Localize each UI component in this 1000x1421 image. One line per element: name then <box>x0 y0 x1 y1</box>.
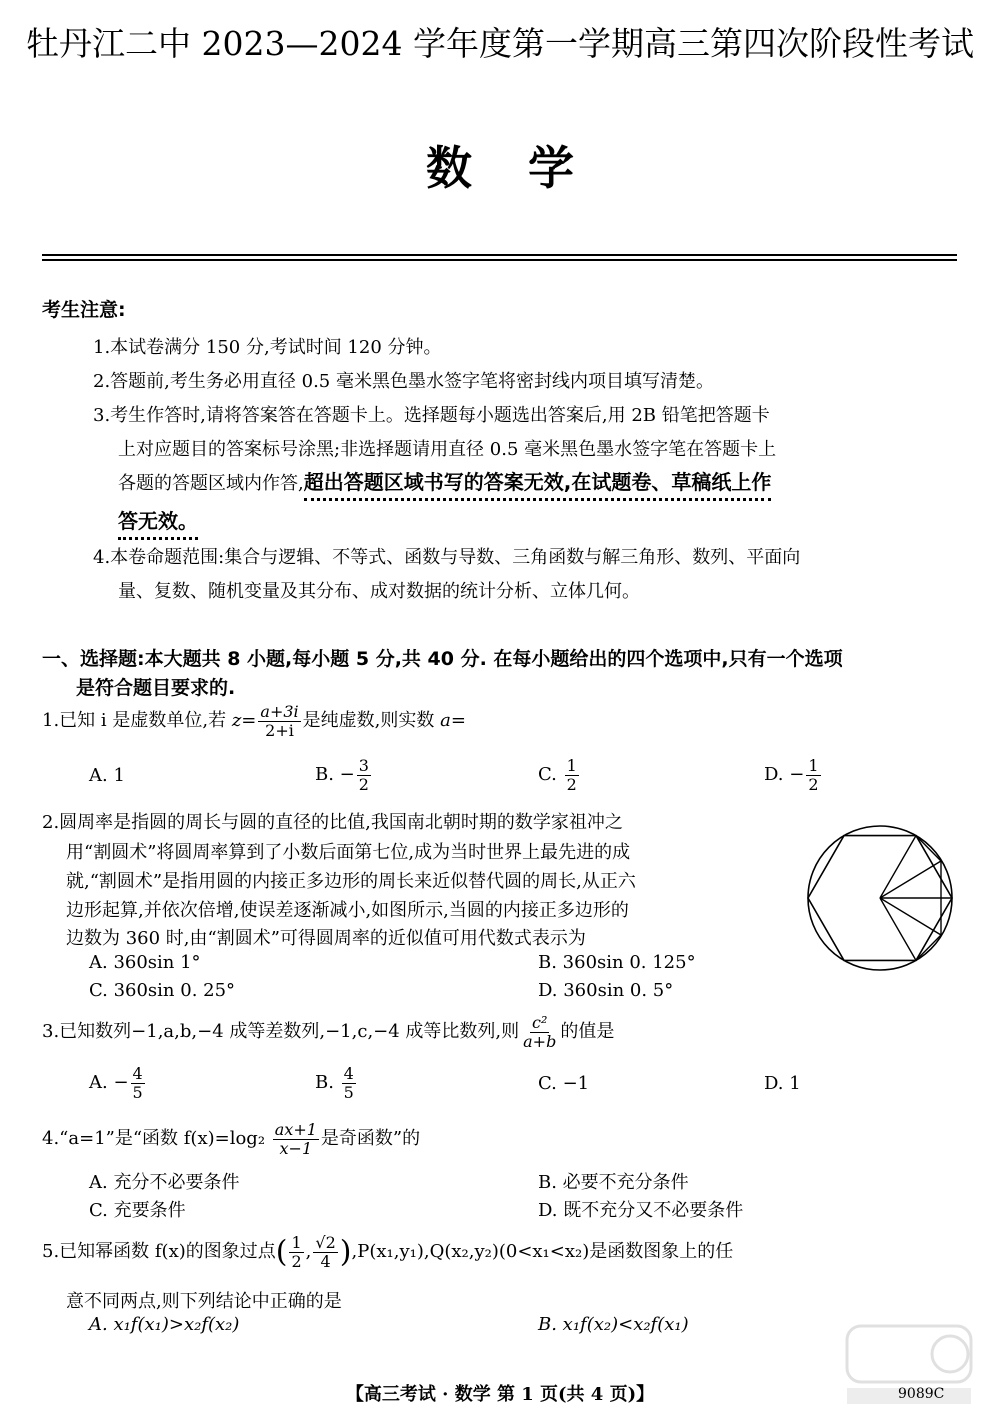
question-3-stem <box>42 1014 614 1050</box>
q5-comma: , <box>305 1241 312 1263</box>
q1-option-c-den: 2 <box>566 774 577 794</box>
q1-frac-num: a+3i <box>260 702 299 721</box>
page-footer: 【高三考试 · 数学 第 1 页(共 4 页)】 <box>345 1384 655 1405</box>
question-2-line5: 边数为 360 时,由“割圆术”可得圆周率的近似值可用代数式表示为 <box>66 928 586 949</box>
q5-option-a[interactable]: A. x₁f(x₁)>x₂f(x₂) <box>89 1314 240 1335</box>
q1-z: z= <box>231 710 257 732</box>
q1-option-a[interactable]: A. 1 <box>89 765 125 786</box>
q2-option-c[interactable]: C. 360sin 0. 25° <box>89 980 236 1001</box>
notice-item-3-line1: 3.考生作答时,请将答案答在答题卡上。选择题每小题选出答案后,用 2B 铅笔把答题卡 <box>93 405 770 426</box>
figure-radius-lower <box>880 898 916 960</box>
q1-option-b[interactable] <box>315 757 373 793</box>
notice-item-3-emphasis-end: 答无效。 <box>118 509 198 540</box>
q4-frac-num: ax+1 <box>274 1120 317 1139</box>
header-rule-bottom <box>42 259 957 261</box>
q3-option-a[interactable] <box>89 1065 147 1101</box>
notice-item-4-line2: 量、复数、随机变量及其分布、成对数据的统计分析、立体几何。 <box>118 581 640 602</box>
q3-option-b-num: 4 <box>343 1064 354 1083</box>
notice-item-3-line3-pre: 各题的答题区域内作答, <box>118 473 304 494</box>
question-2-line1: 2.圆周率是指圆的周长与圆的直径的比值,我国南北朝时期的数学家祖冲之 <box>42 812 623 833</box>
question-2-line2: 用“割圆术”将圆周率算到了小数后面第七位,成为当时世界上最先进的成 <box>66 842 631 863</box>
q1-option-d-num: 1 <box>808 756 819 775</box>
q4-option-b[interactable]: B. 必要不充分条件 <box>538 1172 689 1193</box>
q1-a: a <box>440 710 451 732</box>
q2-option-d[interactable]: D. 360sin 0. 5° <box>538 980 674 1001</box>
q3-option-b[interactable] <box>315 1065 358 1101</box>
notice-item-1: 1.本试卷满分 150 分,考试时间 120 分钟。 <box>93 337 442 358</box>
q4-frac-den: x−1 <box>279 1138 313 1158</box>
q3-option-a-frac <box>131 1065 145 1101</box>
q3-frac-num: c² <box>532 1013 548 1032</box>
q5-paren-open: ( <box>275 1234 288 1270</box>
q5-post: ,P(x₁,y₁),Q(x₂,y₂)(0<x₁<x₂)是函数图象上的任 <box>351 1241 734 1263</box>
q4-option-c[interactable]: C. 充要条件 <box>89 1200 186 1221</box>
question-2-line4: 边形起算,并依次倍增,使误差逐渐减小,如图所示,当圆的内接正多边形的 <box>66 900 629 921</box>
q5-point-y-den: 4 <box>320 1251 331 1271</box>
q1-option-b-den: 2 <box>358 774 369 794</box>
q3-post: 的值是 <box>560 1021 615 1043</box>
q1-option-d-frac <box>806 757 820 793</box>
q1-option-b-num: 3 <box>358 756 369 775</box>
q5-option-b[interactable]: B. x₁f(x₂)<x₂f(x₁) <box>538 1314 689 1335</box>
q3-option-b-label: B. <box>315 1072 340 1094</box>
q1-option-c[interactable] <box>538 757 581 793</box>
q1-option-c-label: C. <box>538 764 563 786</box>
question-2-line3: 就,“割圆术”是指用圆的内接正多边形的周长来近似替代圆的周长,从正六 <box>66 871 636 892</box>
question-5-line2: 意不同两点,则下列结论中正确的是 <box>66 1291 342 1312</box>
q4-option-d[interactable]: D. 既不充分又不必要条件 <box>538 1200 744 1221</box>
q1-option-b-sign: B. − <box>315 764 355 786</box>
circle-hexagon-figure <box>800 808 960 988</box>
q5-point-y <box>313 1234 337 1270</box>
q1-option-d-sign: D. − <box>764 764 805 786</box>
q3-option-a-den: 5 <box>132 1082 143 1102</box>
notice-item-3-line2: 上对应题目的答案标号涂黑;非选择题请用直径 0.5 毫米黑色墨水签字笔在答题卡上 <box>118 439 777 460</box>
q3-option-d[interactable]: D. 1 <box>764 1073 801 1094</box>
header-rule-top <box>42 254 957 256</box>
q5-point-x-den: 2 <box>291 1251 302 1271</box>
q3-pre: 3.已知数列−1,a,b,−4 成等差数列,−1,c,−4 成等比数列,则 <box>42 1021 520 1043</box>
q2-option-a[interactable]: A. 360sin 1° <box>89 952 201 973</box>
subject-title: 数 学 <box>425 141 574 195</box>
question-5-line1 <box>42 1234 733 1270</box>
q3-option-a-sign: A. − <box>89 1072 129 1094</box>
question-4-stem <box>42 1121 420 1157</box>
q1-fraction <box>258 703 300 739</box>
q3-option-c[interactable]: C. −1 <box>538 1073 590 1094</box>
notice-item-4-line1: 4.本卷命题范围:集合与逻辑、不等式、函数与导数、三角函数与解三角形、数列、平面向 <box>93 547 801 568</box>
q1-option-c-num: 1 <box>566 756 577 775</box>
notice-item-3-emphasis: 超出答题区域书写的答案无效,在试题卷、草稿纸上作 <box>304 470 772 501</box>
q4-option-a[interactable]: A. 充分不必要条件 <box>89 1172 240 1193</box>
q3-option-b-den: 5 <box>343 1082 354 1102</box>
figure-radius-mid-lower <box>880 898 941 935</box>
section-1-heading: 一、选择题:本大题共 8 小题,每小题 5 分,共 40 分. 在每小题给出的四个选项中,只有一个选项 <box>42 648 843 670</box>
q4-post: 是奇函数”的 <box>320 1128 421 1150</box>
q4-pre: 4.“a=1”是“函数 f(x)=log₂ <box>42 1128 271 1150</box>
q3-fraction <box>521 1014 558 1050</box>
q1-option-c-frac <box>565 757 579 793</box>
figure-radius-upper <box>880 836 916 898</box>
q1-option-d-den: 2 <box>808 774 819 794</box>
q5-point-x <box>289 1234 303 1270</box>
q1-option-d[interactable] <box>764 757 823 793</box>
q3-frac-den: a+b <box>523 1031 557 1051</box>
q5-point-y-num: √2 <box>315 1233 336 1252</box>
q3-option-a-num: 4 <box>132 1064 143 1083</box>
section-1-heading-cont: 是符合题目要求的. <box>76 677 236 699</box>
notice-item-3-line3 <box>118 466 771 495</box>
q2-option-b[interactable]: B. 360sin 0. 125° <box>538 952 696 973</box>
q1-frac-den: 2+i <box>265 720 294 740</box>
q5-point-x-num: 1 <box>291 1233 302 1252</box>
q5-pre: 5.已知幂函数 f(x)的图象过点 <box>42 1241 276 1263</box>
q1-post: 是纯虚数,则实数 <box>302 710 441 732</box>
q5-paren-close: ) <box>339 1234 352 1270</box>
notice-item-3-line4 <box>118 505 198 534</box>
q1-eq: = <box>450 710 466 732</box>
notice-item-2: 2.答题前,考生务必用直径 0.5 毫米黑色墨水签字笔将密封线内项目填写清楚。 <box>93 371 714 392</box>
exam-title: 牡丹江二中 2023—2024 学年度第一学期高三第四次阶段性考试 <box>26 24 974 63</box>
q4-fraction <box>273 1121 319 1157</box>
paper-code: 9089C <box>898 1386 945 1402</box>
q1-option-b-frac <box>357 757 371 793</box>
q1-pre: 1.已知 i 是虚数单位,若 <box>42 710 232 732</box>
question-1-stem <box>42 703 466 739</box>
q3-option-b-frac <box>342 1065 356 1101</box>
figure-radius-mid-upper <box>880 861 941 898</box>
notice-heading: 考生注意: <box>42 299 126 321</box>
